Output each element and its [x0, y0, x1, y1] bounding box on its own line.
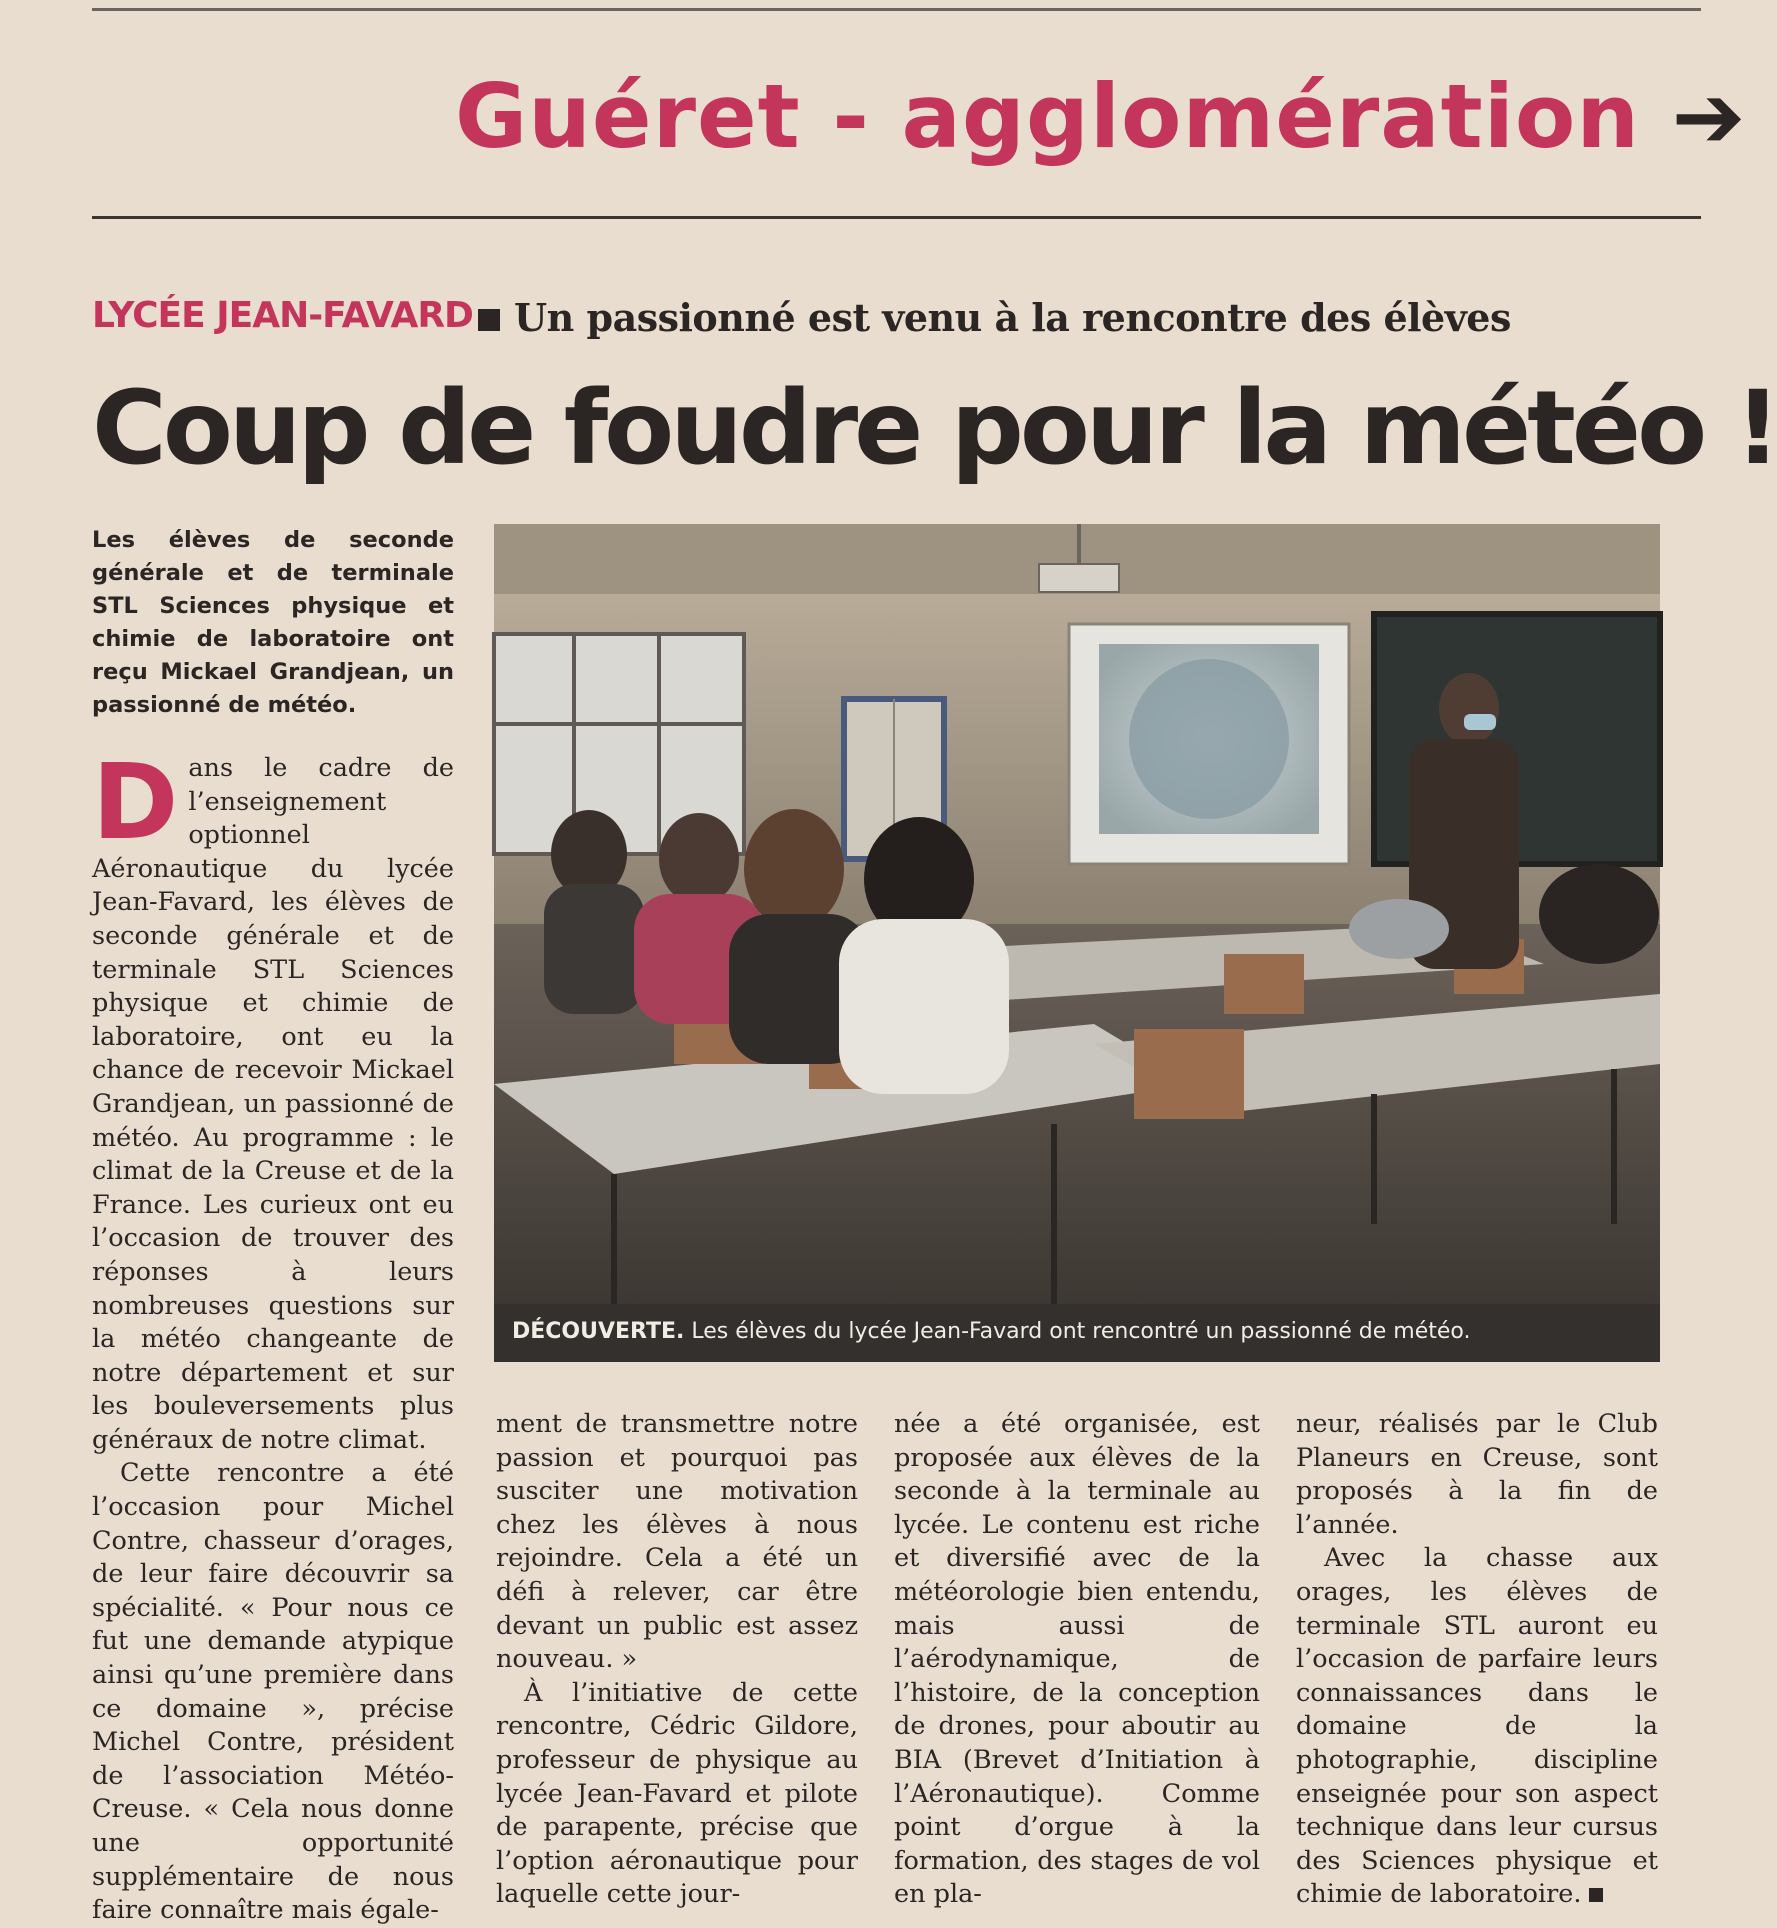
- caption-lead: DÉCOUVERTE.: [512, 1319, 685, 1344]
- paragraph: neur, réalisés par le Club Planeurs en Creuse, sont proposés à la fin de l’année.: [1296, 1409, 1658, 1540]
- paragraph: Cette rencontre a été l’occasion pour Michel Contre, chasseur d’orages, de leur faire découvrir sa spécialité. « Pour nous ce fut une demande atypique ainsi qu’une première dans ce domaine », précise Michel Contre, président de l’association Météo-Creuse. « Cela nous donne une opportunité supplémentaire de nous faire connaître mais égale-: [92, 1458, 454, 1926]
- article-column-2: [496, 1408, 858, 1912]
- section-title-text: Guéret - agglomération: [455, 65, 1640, 168]
- photo-caption: [512, 1314, 1652, 1350]
- article-column-1: [92, 741, 454, 1928]
- classroom-photo-illustration: [494, 524, 1660, 1304]
- paragraph-text: Avec la chasse aux orages, les élèves de terminale STL auront eu l’occasion de parfaire leurs connaissances dans le domaine de la photographie, discipline enseignée pour son aspect technique dans leur cursus des Sciences physique et chimie de laboratoire.: [1296, 1543, 1658, 1910]
- article-headline: Coup de foudre pour la météo !: [92, 369, 1777, 488]
- article-kicker: LYCÉE JEAN-FAVARD: [92, 295, 473, 336]
- paragraph: née a été organisée, est proposée aux élèves de la seconde à la terminale au lycée. Le contenu est riche et diversifié avec de la météorologie bien entendu, mais aussi de l’aérodynamique, de l’histoire, de la conception de drones, pour aboutir au BIA (Brevet d’Initiation à l’Aéronautique). Comme point d’orgue à la formation, des stages de vol en pla-: [894, 1409, 1260, 1910]
- paragraph: [92, 741, 454, 1457]
- top-rule: [92, 8, 1701, 11]
- article-column-3: [894, 1408, 1260, 1912]
- end-of-article-square: [1589, 1888, 1603, 1902]
- article-photo: [494, 524, 1660, 1362]
- kicker-separator-square: [478, 309, 500, 331]
- paragraph-text: ans le cadre de l’enseignement optionnel Aéronautique du lycée Jean-Favard, les élèves de seconde générale et de terminale STL Sciences physique et chimie de laboratoire, ont eu la chance de recevoir Mickael Grandjean, un passionné de météo. Au programme : le climat de la Creuse et de la France. Les curieux ont eu l’occasion de trouver des réponses à leurs nombreuses questions sur la météo changeante de notre département et sur les bouleversements plus généraux de notre climat.: [92, 753, 454, 1455]
- arrow-right-icon: ➔: [1671, 65, 1747, 168]
- section-divider: [92, 216, 1701, 219]
- paragraph: À l’initiative de cette rencontre, Cédric Gildore, professeur de physique au lycée Jean-Favard et pilote de parapente, précise que l’option aéronautique pour laquelle cette jour-: [496, 1677, 858, 1910]
- caption-text: Les élèves du lycée Jean-Favard ont rencontré un passionné de météo.: [684, 1319, 1471, 1344]
- dropcap: D: [92, 741, 179, 863]
- section-title: [455, 52, 1747, 182]
- paragraph: [1296, 1542, 1658, 1912]
- article-lead: Les élèves de seconde générale et de terminale STL Sciences physique et chimie de laboratoire ont reçu Mickael Grandjean, un passionné de météo.: [92, 527, 454, 718]
- paragraph: ment de transmettre notre passion et pourquoi pas susciter une motivation chez les élèves à nous rejoindre. Cela a été un défi à relever, car être devant un public est assez nouveau. »: [496, 1409, 858, 1675]
- article-column-4: [1296, 1408, 1658, 1912]
- article-subtitle: Un passionné est venu à la rencontre des élèves: [514, 295, 1511, 340]
